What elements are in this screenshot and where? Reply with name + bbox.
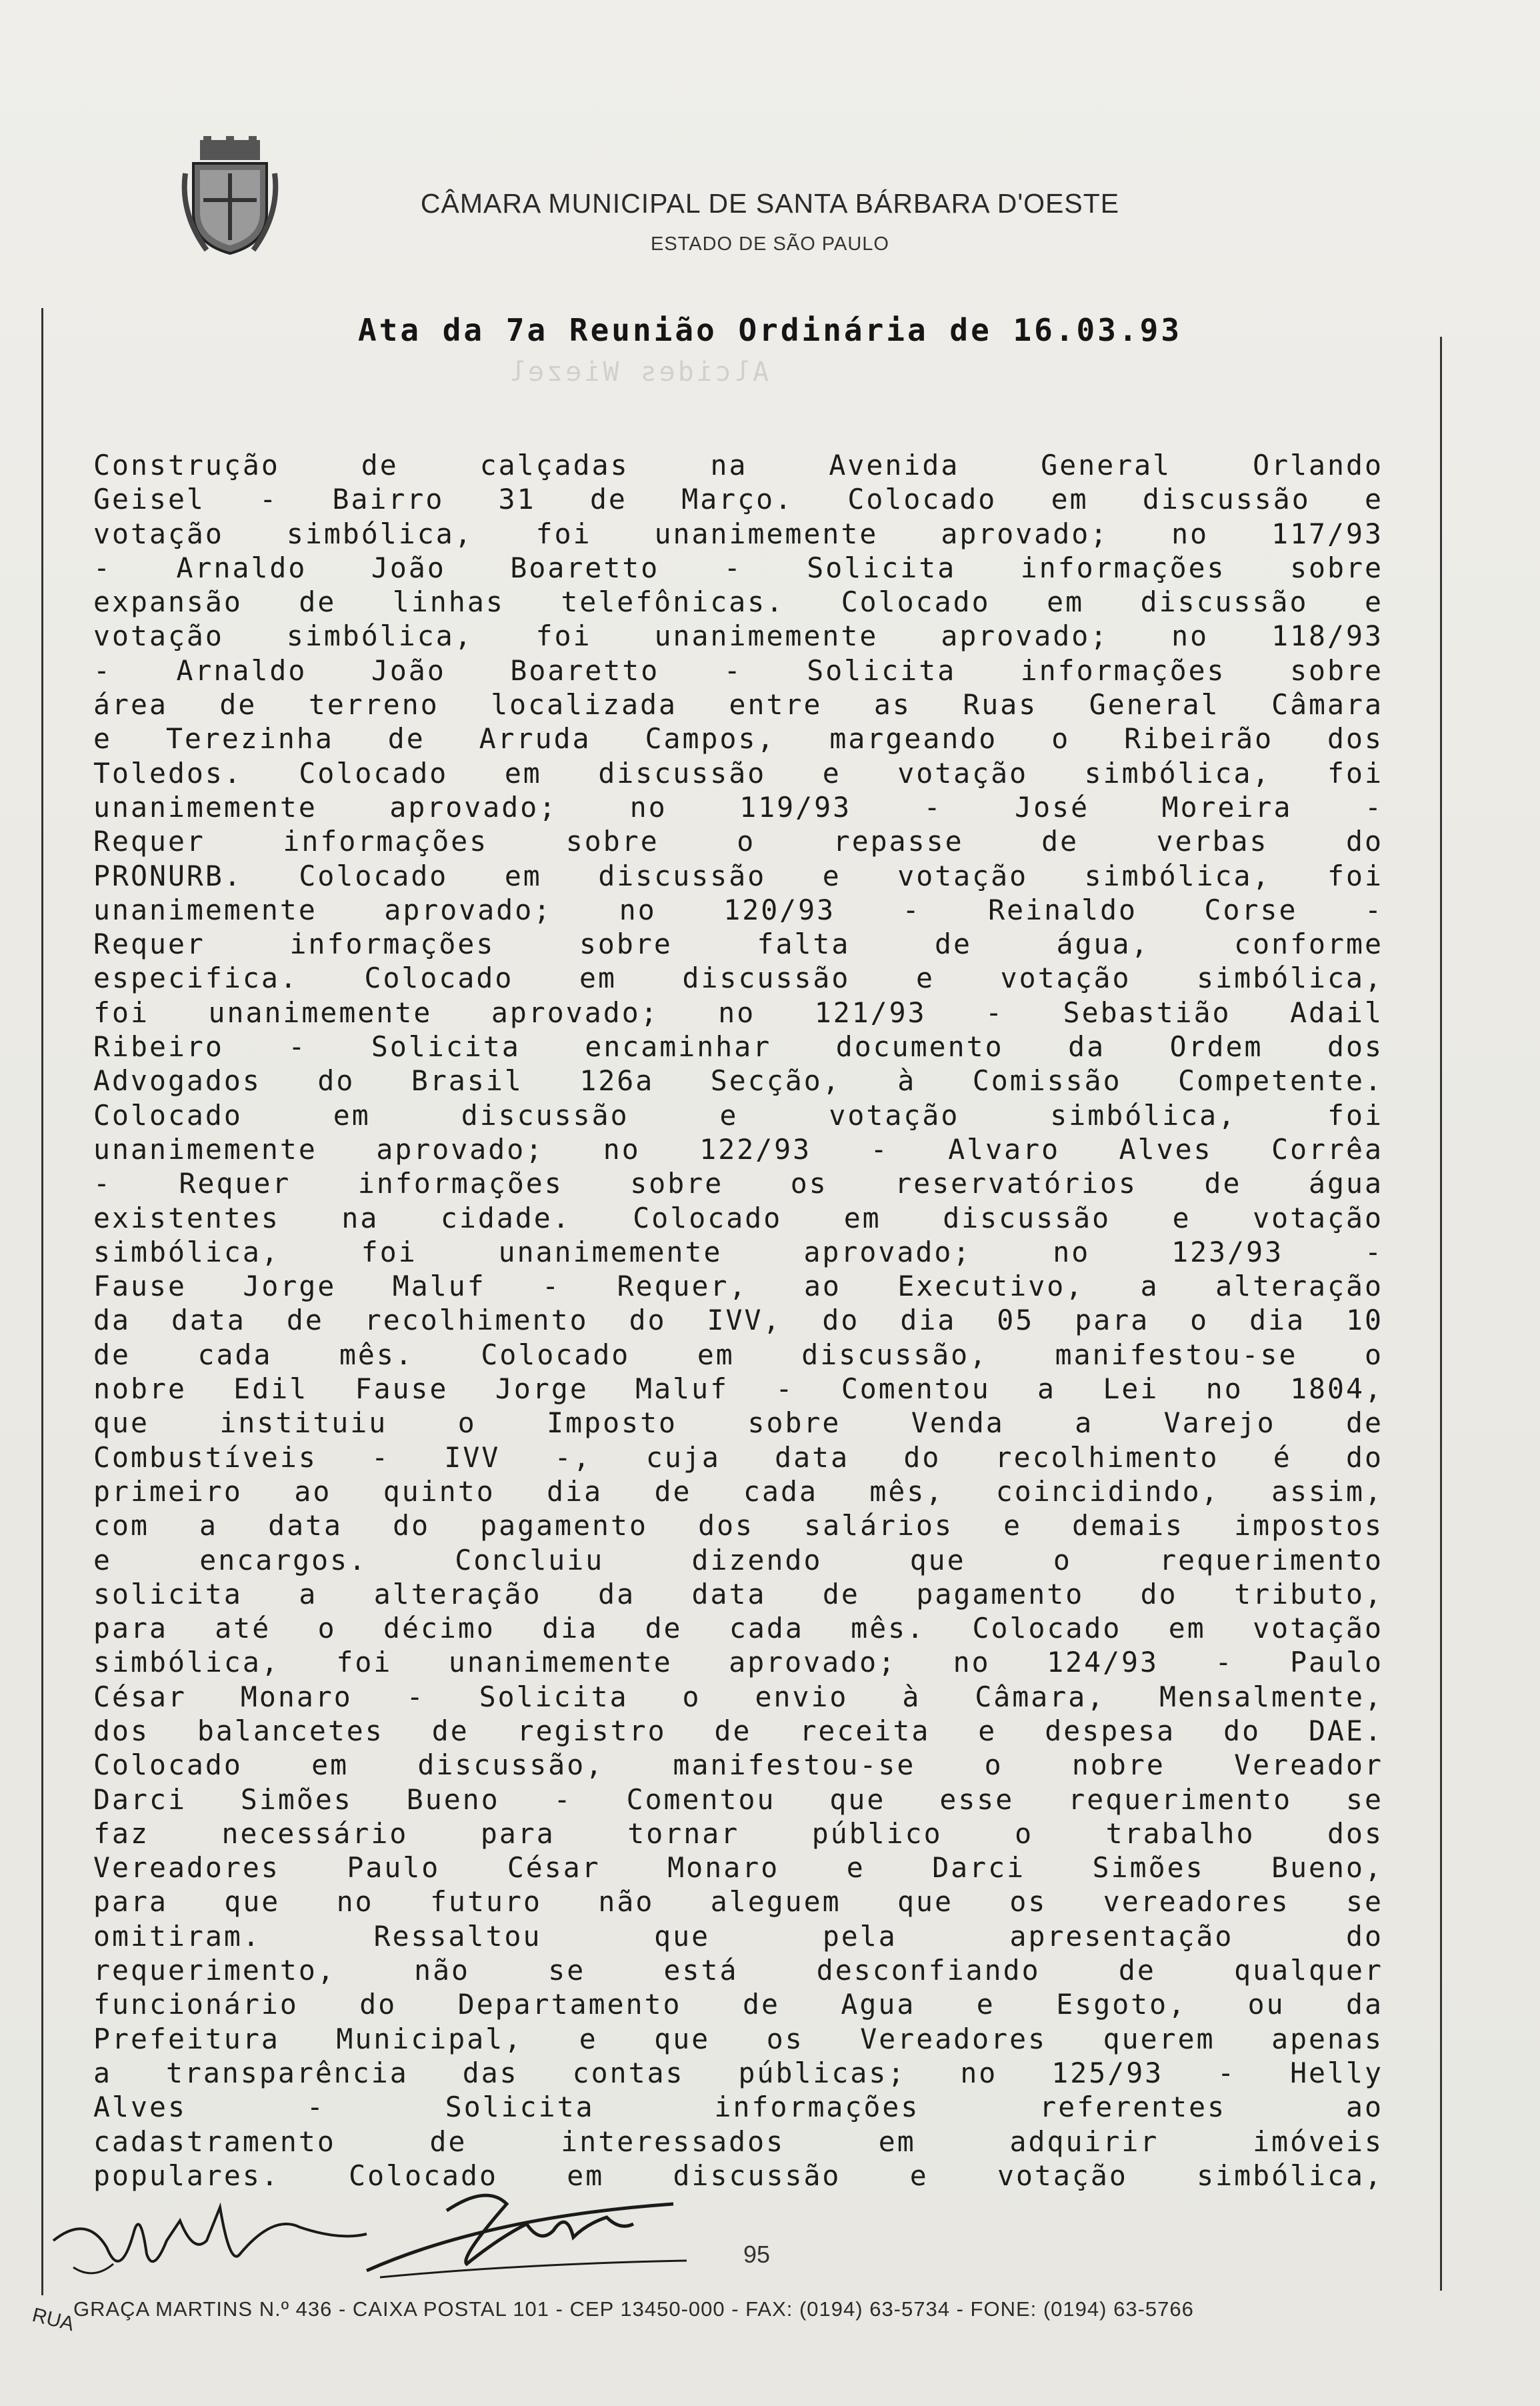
minutes-line: Requer informações sobre falta de água, conforme — [93, 928, 1383, 961]
minutes-line: unanimemente aprovado; no 119/93 - José Moreira - — [93, 790, 1383, 824]
signature-1 — [47, 2194, 380, 2294]
minutes-line: que instituiu o Imposto sobre Venda a Varejo de — [93, 1406, 1383, 1440]
minutes-line: especifica. Colocado em discussão e votação simbólica, — [93, 962, 1383, 995]
minutes-line: primeiro ao quinto dia de cada mês, coincidindo, assim, — [93, 1474, 1383, 1508]
minutes-line: para até o décimo dia de cada mês. Colocado em votação — [93, 1612, 1383, 1645]
minutes-line: funcionário do Departamento de Agua e Esgoto, ou da — [93, 1988, 1383, 2021]
minutes-line: nobre Edil Fause Jorge Maluf - Comentou a Lei no 1804, — [93, 1372, 1383, 1406]
minutes-line: PRONURB. Colocado em discussão e votação simbólica, foi — [93, 859, 1383, 892]
minutes-line: Alves - Solicita informações referentes ao — [93, 2091, 1383, 2124]
minutes-line: Ribeiro - Solicita encaminhar documento da Ordem dos — [93, 1030, 1383, 1064]
minutes-title: Ata da 7a Reunião Ordinária de 16.03.93 — [357, 312, 1183, 348]
minutes-line: Construção de calçadas na Avenida General Orlando — [93, 449, 1383, 481]
institution-name: CÂMARA MUNICIPAL DE SANTA BÁRBARA D'OESTE — [420, 188, 1120, 219]
minutes-line: unanimemente aprovado; no 122/93 - Alvaro Alves Corrêa — [93, 1132, 1383, 1166]
minutes-line: Toledos. Colocado em discussão e votação simbólica, foi — [93, 756, 1383, 790]
minutes-line: com a data do pagamento dos salários e demais impostos — [93, 1509, 1383, 1542]
minutes-line: dos balancetes de registro de receita e despesa do DAE. — [93, 1714, 1383, 1747]
minutes-line: Colocado em discussão e votação simbólica, foi — [93, 1098, 1383, 1132]
minutes-line: para que no futuro não aleguem que os vereadores se — [93, 1885, 1383, 1919]
minutes-line: simbólica, foi unanimemente aprovado; no 123/93 - — [93, 1235, 1383, 1268]
minutes-line: César Monaro - Solicita o envio à Câmara, Mensalmente, — [93, 1680, 1383, 1713]
minutes-line: a transparência das contas públicas; no 125/93 - Helly — [93, 2056, 1383, 2089]
minutes-line: expansão de linhas telefônicas. Colocado em discussão e — [93, 585, 1383, 619]
minutes-line: de cada mês. Colocado em discussão, manifestou-se o — [93, 1338, 1383, 1371]
minutes-line: área de terreno localizada entre as Ruas General Câmara — [93, 688, 1383, 722]
minutes-line: simbólica, foi unanimemente aprovado; no 124/93 - Paulo — [93, 1646, 1383, 1679]
page-number: 95 — [743, 2241, 771, 2268]
minutes-line: Colocado em discussão, manifestou-se o nobre Vereador — [93, 1748, 1383, 1782]
minutes-line: votação simbólica, foi unanimemente aprovado; no 118/93 — [93, 620, 1383, 653]
bleed-through-name: Alcides Wiezel — [507, 357, 769, 387]
signature-2 — [353, 2177, 700, 2287]
minutes-line: - Arnaldo João Boaretto - Solicita informações sobre — [93, 654, 1383, 687]
minutes-line: e Terezinha de Arruda Campos, margeando o Ribeirão dos — [93, 722, 1383, 756]
minutes-line: votação simbólica, foi unanimemente aprovado; no 117/93 — [93, 517, 1383, 550]
minutes-line: Fause Jorge Maluf - Requer, ao Executivo, a alteração — [93, 1270, 1383, 1303]
minutes-line: - Arnaldo João Boaretto - Solicita informações sobre — [93, 551, 1383, 584]
minutes-line: solicita a alteração da data de pagamento do tributo, — [93, 1577, 1383, 1610]
minutes-line: Prefeitura Municipal, e que os Vereadores querem apenas — [93, 2022, 1383, 2055]
minutes-line: - Requer informações sobre os reservatórios de água — [93, 1167, 1383, 1200]
minutes-line: requerimento, não se está desconfiando de qualquer — [93, 1954, 1383, 1987]
right-margin-rule — [1440, 337, 1442, 2291]
minutes-line: Darci Simões Bueno - Comentou que esse requerimento se — [93, 1782, 1383, 1816]
minutes-line: omitiram. Ressaltou que pela apresentação do — [93, 1919, 1383, 1953]
minutes-line: Vereadores Paulo César Monaro e Darci Simões Bueno, — [93, 1851, 1383, 1885]
minutes-line: existentes na cidade. Colocado em discussão e votação — [93, 1201, 1383, 1234]
minutes-line: e encargos. Concluiu dizendo que o requerimento — [93, 1543, 1383, 1576]
minutes-line: Advogados do Brasil 126a Secção, à Comissão Competente. — [93, 1064, 1383, 1098]
minutes-line: unanimemente aprovado; no 120/93 - Reinaldo Corse - — [93, 893, 1383, 926]
minutes-line: populares. Colocado em discussão e votação simbólica, — [93, 2159, 1383, 2192]
minutes-line: Requer informações sobre o repasse de verbas do — [93, 825, 1383, 858]
minutes-line: Geisel - Bairro 31 de Março. Colocado em discussão e — [93, 483, 1383, 516]
footer-rua-label: RUA — [30, 2303, 77, 2336]
minutes-line: da data de recolhimento do IVV, do dia 05 para o dia 10 — [93, 1304, 1383, 1337]
minutes-line: faz necessário para tornar público o trabalho dos — [93, 1817, 1383, 1850]
minutes-line: Combustíveis - IVV -, cuja data do recolhimento é do — [93, 1440, 1383, 1474]
minutes-body — [93, 448, 1383, 2193]
footer-address: GRAÇA MARTINS N.º 436 - CAIXA POSTAL 101 - CEP 13450-000 - FAX: (0194) 63-5734 - FONE: (0194) 63-5766 — [73, 2297, 1194, 2321]
minutes-line: foi unanimemente aprovado; no 121/93 - Sebastião Adail — [93, 996, 1383, 1029]
state-name: ESTADO DE SÃO PAULO — [651, 233, 889, 255]
minutes-line: cadastramento de interessados em adquirir imóveis — [93, 2125, 1383, 2158]
left-margin-rule — [41, 308, 43, 2295]
